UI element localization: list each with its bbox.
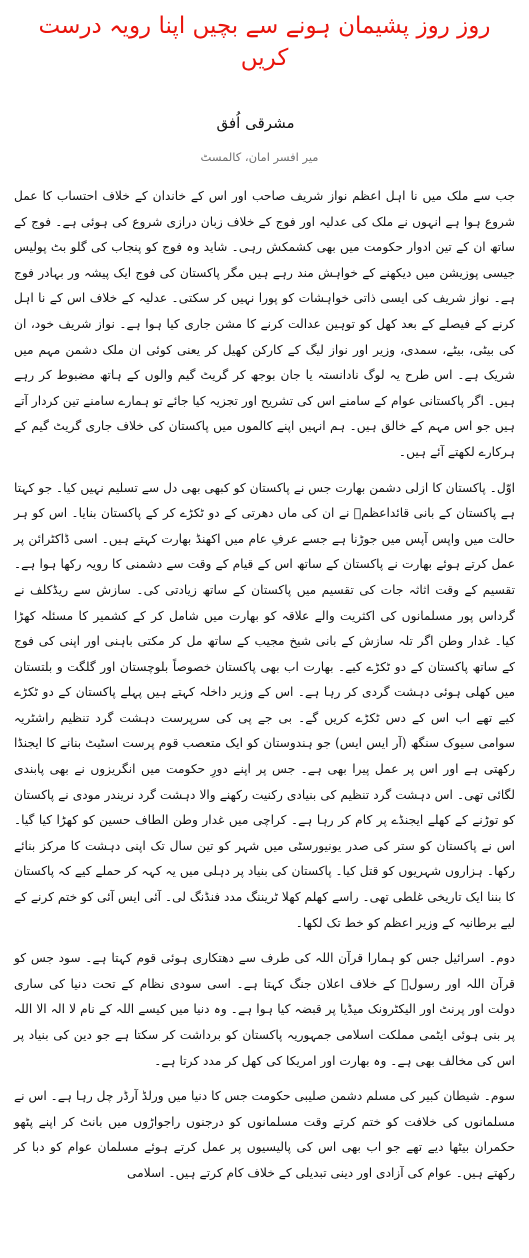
article-paragraph: دوم۔ اسرائیل جس کو ہمارا قرآن اللہ کی طرف سے دھتکاری ہوئی قوم کہتا ہے۔ سود جس کو قرآن اللہ اور رسولؐ کے خلاف اعلان جنگ کہتا ہے۔ اسی سودی نظام کے تحت دنیا کی ساری دولت اور پرنٹ اور الیکٹرونک میڈیا پر قبضہ کیا ہوا ہے۔ وہ دنیا میں کیسے اللہ کے نام لا الہ الا اللہ پر بنی ہوئی ایٹمی مملکت اسلامی جمہوریہ پاکستان کو برداشت کر سکتا ہے جو دین کی بنیاد پر اس کی مخالف بھی ہے۔ وہ بھارت اور امریکا کی کھل کر مدد کرتا ہے۔ [14, 951, 515, 1068]
article-paragraph: اوّل۔ پاکستان کا ازلی دشمن بھارت جس نے پاکستان کو کبھی بھی دل سے تسلیم نہیں کیا۔ جو کہتا ہے پاکستان کے بانی قائداعظمؒ نے ان کی ماں دھرتی کے دو ٹکڑے کر کے پاکستان بنایا۔ اس کو ہر حالت میں واپس آپس میں جوڑنا ہے جسے عرفِ عام میں اکھنڈ بھارت کہتے ہیں۔ اسی ڈاکٹرائن پر عمل کرتے ہوئے بھارت نے پاکستان کے ساتھ اس کے قیام کے وقت سے دشمنی کا رویہ رکھا ہوا ہے۔ تقسیم کے وقت اثاثہ جات کی تقسیم میں پاکستان کے ساتھ زیادتی کی۔ سازش سے ریڈکلف نے گرداس پور مسلمانوں کی اکثریت والے علاقہ کو بھارت میں شامل کر کے کشمیر کا مسئلہ کھڑا کیا۔ غدار وطن اگر تلہ سازش کے بانی شیخ مجیب کے ساتھ مل کر مکتی باہنی اور اپنی کی فوج کے ساتھ پاکستان کے دو ٹکڑے کیے۔ بھارت اب بھی پاکستان خصوصاً بلوچستان اور گلگت و بلتستان میں کھلی ہوئی دہشت گردی کر رہا ہے۔ اس کے وزیر داخلہ کہتے ہیں پہلے پاکستان کے دو ٹکڑے کیے تھے اب اس کے دس ٹکڑے کریں گے۔ بی جے پی کی سرپرست دہشت گرد تنظیم راشٹریہ سوامی سیوک سنگھ (آر ایس ایس) جو ہندوستان کو ایک متعصب قوم پرست اسٹیٹ بنانے کا ایجنڈا رکھتی ہے اور اس پر عمل پیرا بھی ہے۔ جس پر اپنے دورِ حکومت میں انگریزوں نے بھی پابندی لگائی تھی۔ اس دہشت گرد تنظیم کی بنیادی رکنیت رکھنے والا دہشت گرد نریندر مودی نے پاکستان کو توڑنے کے کھلے ایجنڈے پر کام کر رہا ہے۔ کراچی میں غدار وطن الطاف حسین کو کھڑا کیا گیا۔ اس نے پاکستان کو ستر کی صدر یونیورسٹی میں شہر کو تین سال تک اپنی دہشت کا مرکز بنائے رکھا۔ ہزاروں شہریوں کو قتل کیا۔ پاکستان کی بنیاد پر دہلی میں یہ کہہ کر حملے کیے کہ پاکستان کا بننا ایک تاریخی غلطی تھی۔ راسے کھلم کھلا ٹریننگ مدد فنڈنگ لی۔ آئی ایس آئی کو ختم کرنے کے لیے برطانیہ کے وزیر اعظم کو خط تک لکھا۔ [14, 480, 515, 930]
column-name: مشرقی اُفق [216, 114, 295, 132]
article-body [14, 184, 515, 1187]
article-headline: روز روز پشیمان ہونے سے بچیں اپنا رویہ درست کریں [38, 13, 491, 71]
author-byline: میر افسر امان، کالمسٹ [200, 150, 319, 164]
article-paragraph: جب سے ملک میں نا اہل اعظم نواز شریف صاحب اور اس کے خاندان کے خلاف احتساب کا عمل شروع ہوا ہے انہوں نے ملک کی عدلیہ اور فوج کے خلاف زبان درازی شروع کی ہوئی ہے۔ فوج کے ساتھ ان کے تین ادوار حکومت میں بھی کشمکش رہی۔ شاید وہ فوج کو پنجاب کی گلو بٹ پولیس جیسی پوزیشن میں دیکھنے کے خواہش مند رہے ہیں مگر پاکستان کی فوج ایک پیشہ ور بہادر فوج ہے۔ نواز شریف کی ایسی ذاتی خواہشات کو پورا نہیں کر سکتی۔ عدلیہ کے خلاف اس کے نا اہل کرنے کے فیصلے کے بعد کھل کو توہین عدالت کرنے کا مشن جاری کیا ہوا ہے۔ نواز شریف خود، ان کی بیٹی، بیٹے، سمدی، وزیر اور نواز لیگ کے کارکن کھیل کر یعنی کوئی ان ملک دشمن مہم میں شریک ہے۔ اس طرح یہ لوگ نادانستہ یا جان بوجھ کر گریٹ گیم والوں کے ہاتھ مضبوط کر رہے ہیں۔ اگر پاکستانی عوام کے سامنے اس کی تشریح اور تجزیہ کیا جائے تو ہمارے سامنے تین کردار آتے ہیں جو اس مہم کے خالق ہیں۔ ہم انہیں اپنے کالموں میں پاکستان کی خلاف جاری گریٹ گیم کے ہرکارے لکھتے آئے ہیں۔ [14, 189, 515, 459]
article-paragraph: سوم۔ شیطان کبیر کی مسلم دشمن صلیبی حکومت جس کا دنیا میں ورلڈ آرڈر چل رہا ہے۔ اس نے مسلمانوں کی خلافت کو ختم کرتے وقت مسلمانوں کو درجنوں راجواڑوں میں بانٹ کر اپنے پٹھو حکمران بیٹھا دیے تھے جو اب بھی اس کی پالیسیوں پر عمل کرتے ہوئے مسلمان عوام کو دبا کر رکھتے ہیں۔ عوام کی آزادی اور دینی تبدیلی کے خلاف کام کرتے ہیں۔ اسلامی [14, 1089, 515, 1180]
